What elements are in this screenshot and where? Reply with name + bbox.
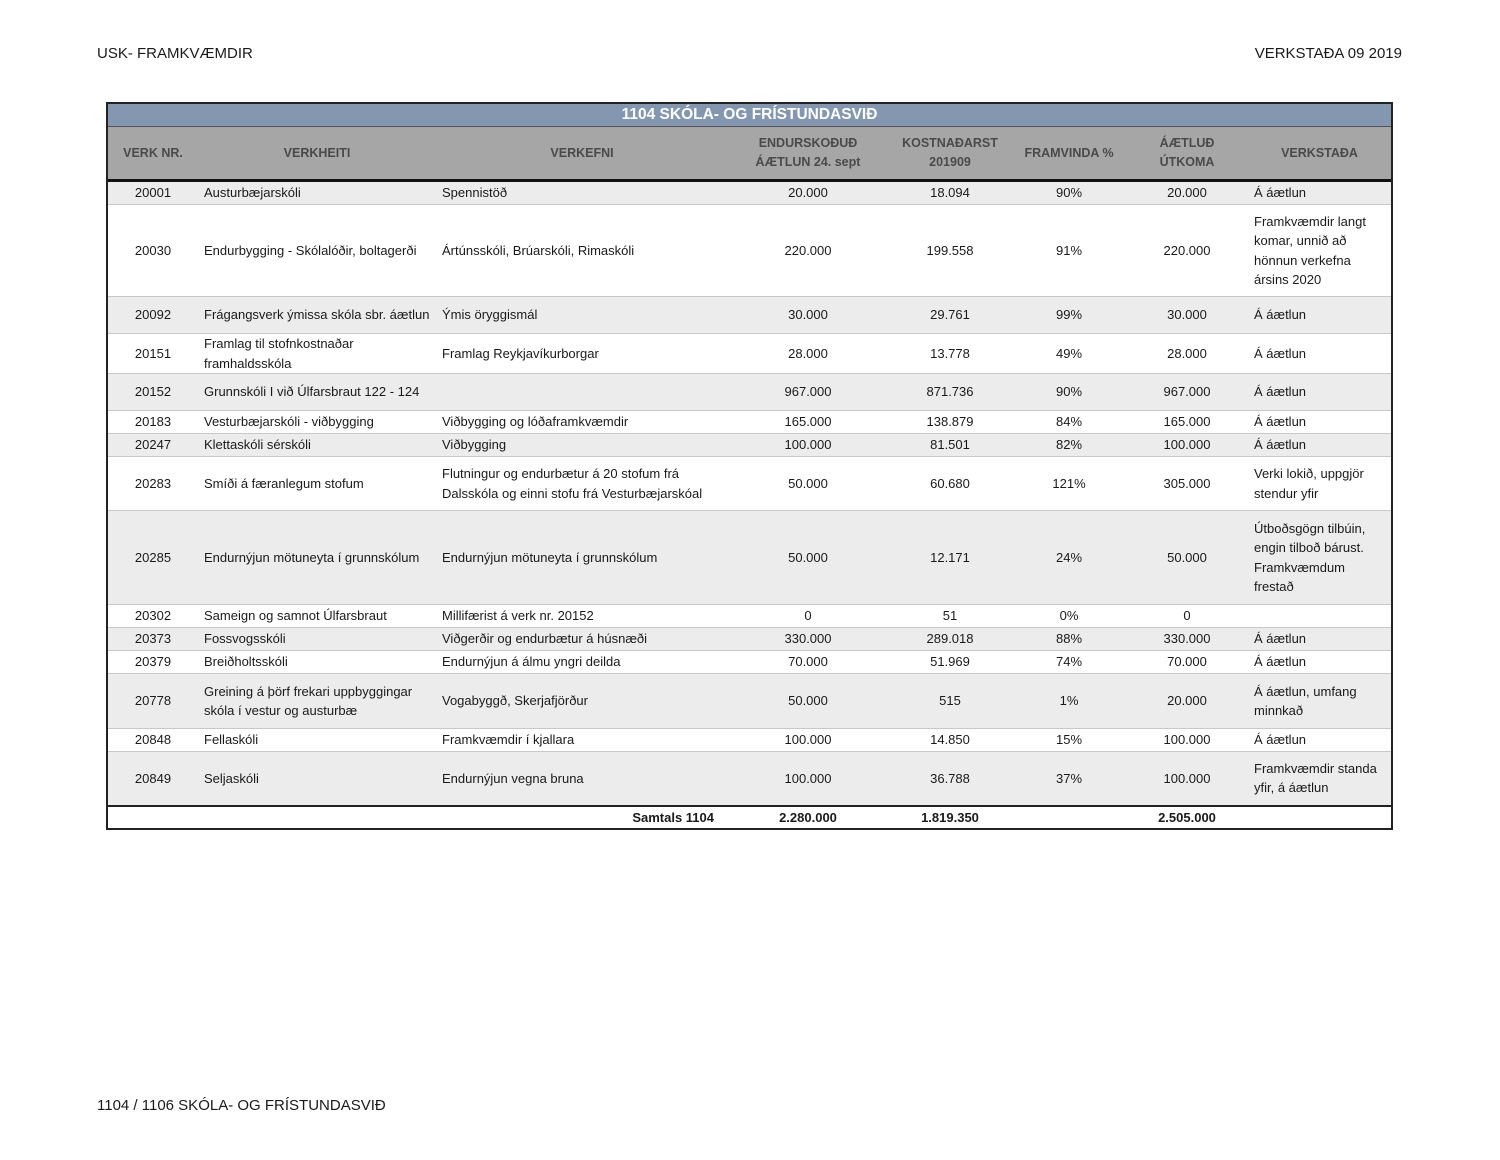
col-framvinda-header: FRAMVINDA % (1012, 127, 1126, 181)
col-verk-nr-header: VERK NR. (108, 127, 198, 181)
cell-verkefni: Endurnýjun vegna bruna (436, 752, 728, 806)
cell-aetlud: 330.000 (1126, 628, 1248, 651)
cell-kostnadarst: 12.171 (888, 511, 1012, 605)
cell-verkstada: Á áætlun (1248, 411, 1391, 434)
cell-verkstada: Á áætlun (1248, 434, 1391, 457)
cell-framvinda: 1% (1012, 674, 1126, 729)
cell-verkefni: Framlag Reykjavíkurborgar (436, 334, 728, 374)
cell-verkheiti: Greining á þörf frekari uppbyggingar skóla í vestur og austurbæ (198, 674, 436, 729)
cell-framvinda: 0% (1012, 605, 1126, 628)
cell-framvinda: 90% (1012, 374, 1126, 411)
cell-verkstada: Á áætlun (1248, 181, 1391, 205)
table-row (108, 181, 1391, 205)
cell-aetlud: 0 (1126, 605, 1248, 628)
cell-aetlud: 28.000 (1126, 334, 1248, 374)
cell-verk-nr: 20247 (108, 434, 198, 457)
cell-framvinda: 90% (1012, 181, 1126, 205)
cell-verkheiti: Endurbygging - Skólalóðir, boltagerði (198, 205, 436, 297)
cell-verk-nr: 20285 (108, 511, 198, 605)
cell-kostnadarst: 138.879 (888, 411, 1012, 434)
cell-aetlud: 220.000 (1126, 205, 1248, 297)
cell-framvinda: 49% (1012, 334, 1126, 374)
table-row (108, 628, 1391, 651)
cell-verkefni: Endurnýjun mötuneyta í grunnskólum (436, 511, 728, 605)
cell-endurskodud: 70.000 (728, 651, 888, 674)
cell-aetlud: 165.000 (1126, 411, 1248, 434)
total-row (108, 806, 1391, 828)
cell-verk-nr: 20092 (108, 297, 198, 334)
table-row (108, 651, 1391, 674)
cell-verk-nr: 20302 (108, 605, 198, 628)
cell-verkheiti: Austurbæjarskóli (198, 181, 436, 205)
cell-aetlud: 20.000 (1126, 181, 1248, 205)
cell-kostnadarst: 14.850 (888, 729, 1012, 752)
cell-endurskodud: 967.000 (728, 374, 888, 411)
cell-verk-nr: 20849 (108, 752, 198, 806)
col-aetlud-header: ÁÆTLUÐ ÚTKOMA (1126, 127, 1248, 181)
cell-verkheiti: Grunnskóli I við Úlfarsbraut 122 - 124 (198, 374, 436, 411)
cell-verkheiti: Fellaskóli (198, 729, 436, 752)
cell-kostnadarst: 199.558 (888, 205, 1012, 297)
cell-kostnadarst: 81.501 (888, 434, 1012, 457)
cell-verkstada: Á áætlun (1248, 651, 1391, 674)
col-endurskodud-header: ENDURSKOÐUÐ ÁÆTLUN 24. sept (728, 127, 888, 181)
cell-framvinda: 84% (1012, 411, 1126, 434)
projects-table (108, 104, 1391, 828)
cell-framvinda: 121% (1012, 457, 1126, 511)
cell-endurskodud: 28.000 (728, 334, 888, 374)
cell-verkstada: Framkvæmdir langt komar, unnið að hönnun verkefna ársins 2020 (1248, 205, 1391, 297)
cell-verkstada: Á áætlun (1248, 297, 1391, 334)
cell-kostnadarst: 51 (888, 605, 1012, 628)
cell-verkstada: Á áætlun (1248, 374, 1391, 411)
cell-verk-nr: 20030 (108, 205, 198, 297)
table-row (108, 457, 1391, 511)
cell-aetlud: 100.000 (1126, 752, 1248, 806)
cell-verkefni: Ýmis öryggismál (436, 297, 728, 334)
cell-verkstada: Útboðsgögn tilbúin, engin tilboð bárust. Framkvæmdum frestað (1248, 511, 1391, 605)
col-kostnadarst-header: KOSTNAÐARST 201909 (888, 127, 1012, 181)
cell-verkefni: Spennistöð (436, 181, 728, 205)
cell-verkstada: Verki lokið, uppgjör stendur yfir (1248, 457, 1391, 511)
cell-verkheiti: Endurnýjun mötuneyta í grunnskólum (198, 511, 436, 605)
cell-kostnadarst: 18.094 (888, 181, 1012, 205)
cell-kostnadarst: 29.761 (888, 297, 1012, 334)
table-row (108, 605, 1391, 628)
cell-verkefni: Viðgerðir og endurbætur á húsnæði (436, 628, 728, 651)
cell-verkstada (1248, 605, 1391, 628)
cell-verkefni (436, 374, 728, 411)
table-row (108, 752, 1391, 806)
cell-verkheiti: Klettaskóli sérskóli (198, 434, 436, 457)
header-left-title: USK- FRAMKVÆMDIR (97, 45, 253, 62)
cell-verk-nr: 20379 (108, 651, 198, 674)
cell-endurskodud: 100.000 (728, 434, 888, 457)
table-row (108, 374, 1391, 411)
table-row (108, 205, 1391, 297)
cell-aetlud: 100.000 (1126, 434, 1248, 457)
cell-aetlud: 100.000 (1126, 729, 1248, 752)
cell-verkstada: Á áætlun (1248, 628, 1391, 651)
cell-kostnadarst: 60.680 (888, 457, 1012, 511)
cell-framvinda: 88% (1012, 628, 1126, 651)
table-row (108, 511, 1391, 605)
cell-endurskodud: 165.000 (728, 411, 888, 434)
cell-verkefni: Vogabyggð, Skerjafjörður (436, 674, 728, 729)
cell-aetlud: 70.000 (1126, 651, 1248, 674)
cell-verkheiti: Fossvogsskóli (198, 628, 436, 651)
cell-verk-nr: 20183 (108, 411, 198, 434)
cell-verk-nr: 20152 (108, 374, 198, 411)
total-label: Samtals 1104 (108, 806, 728, 828)
total-aetlud: 2.505.000 (1126, 806, 1248, 828)
col-verkstada-header: VERKSTAÐA (1248, 127, 1391, 181)
cell-verkefni: Ártúnsskóli, Brúarskóli, Rimaskóli (436, 205, 728, 297)
cell-verkstada: Á áætlun, umfang minnkað (1248, 674, 1391, 729)
cell-verkefni: Endurnýjun á álmu yngri deilda (436, 651, 728, 674)
cell-verkheiti: Smíði á færanlegum stofum (198, 457, 436, 511)
cell-aetlud: 20.000 (1126, 674, 1248, 729)
total-kostnadarst: 1.819.350 (888, 806, 1012, 828)
cell-kostnadarst: 36.788 (888, 752, 1012, 806)
header-right-title: VERKSTAÐA 09 2019 (1254, 45, 1402, 62)
cell-verkheiti: Breiðholtsskóli (198, 651, 436, 674)
cell-verkheiti: Seljaskóli (198, 752, 436, 806)
table-row (108, 434, 1391, 457)
cell-verkefni: Flutningur og endurbætur á 20 stofum frá Dalsskóla og einni stofu frá Vesturbæjarskóal (436, 457, 728, 511)
cell-verkefni: Framkvæmdir í kjallara (436, 729, 728, 752)
cell-kostnadarst: 289.018 (888, 628, 1012, 651)
cell-endurskodud: 220.000 (728, 205, 888, 297)
col-verkheiti-header: VERKHEITI (198, 127, 436, 181)
cell-verk-nr: 20848 (108, 729, 198, 752)
table-row (108, 297, 1391, 334)
footer-text: 1104 / 1106 SKÓLA- OG FRÍSTUNDASVIÐ (97, 1097, 386, 1114)
cell-framvinda: 82% (1012, 434, 1126, 457)
cell-endurskodud: 330.000 (728, 628, 888, 651)
cell-verk-nr: 20373 (108, 628, 198, 651)
projects-table-container (106, 102, 1393, 830)
cell-verkstada: Framkvæmdir standa yfir, á áætlun (1248, 752, 1391, 806)
cell-framvinda: 74% (1012, 651, 1126, 674)
cell-verk-nr: 20778 (108, 674, 198, 729)
total-empty (1248, 806, 1391, 828)
cell-verkheiti: Sameign og samnot Úlfarsbraut (198, 605, 436, 628)
cell-framvinda: 91% (1012, 205, 1126, 297)
cell-endurskodud: 50.000 (728, 511, 888, 605)
cell-verk-nr: 20001 (108, 181, 198, 205)
table-row (108, 334, 1391, 374)
cell-verk-nr: 20151 (108, 334, 198, 374)
cell-endurskodud: 50.000 (728, 457, 888, 511)
cell-endurskodud: 20.000 (728, 181, 888, 205)
cell-framvinda: 15% (1012, 729, 1126, 752)
cell-verkefni: Viðbygging og lóðaframkvæmdir (436, 411, 728, 434)
cell-framvinda: 37% (1012, 752, 1126, 806)
cell-verkheiti: Framlag til stofnkostnaðar framhaldsskóla (198, 334, 436, 374)
cell-aetlud: 50.000 (1126, 511, 1248, 605)
cell-endurskodud: 30.000 (728, 297, 888, 334)
cell-verkefni: Millifærist á verk nr. 20152 (436, 605, 728, 628)
cell-aetlud: 30.000 (1126, 297, 1248, 334)
cell-framvinda: 99% (1012, 297, 1126, 334)
cell-endurskodud: 100.000 (728, 752, 888, 806)
cell-kostnadarst: 13.778 (888, 334, 1012, 374)
total-endurskodud: 2.280.000 (728, 806, 888, 828)
cell-kostnadarst: 51.969 (888, 651, 1012, 674)
cell-endurskodud: 0 (728, 605, 888, 628)
cell-verkstada: Á áætlun (1248, 334, 1391, 374)
table-row (108, 729, 1391, 752)
cell-aetlud: 967.000 (1126, 374, 1248, 411)
cell-verkheiti: Frágangsverk ýmissa skóla sbr. áætlun (198, 297, 436, 334)
cell-endurskodud: 100.000 (728, 729, 888, 752)
cell-aetlud: 305.000 (1126, 457, 1248, 511)
cell-verk-nr: 20283 (108, 457, 198, 511)
table-row (108, 411, 1391, 434)
cell-verkheiti: Vesturbæjarskóli - viðbygging (198, 411, 436, 434)
cell-kostnadarst: 871.736 (888, 374, 1012, 411)
cell-endurskodud: 50.000 (728, 674, 888, 729)
total-empty (1012, 806, 1126, 828)
cell-verkstada: Á áætlun (1248, 729, 1391, 752)
table-title: 1104 SKÓLA- OG FRÍSTUNDASVIÐ (108, 104, 1391, 127)
cell-kostnadarst: 515 (888, 674, 1012, 729)
table-row (108, 674, 1391, 729)
cell-framvinda: 24% (1012, 511, 1126, 605)
cell-verkefni: Viðbygging (436, 434, 728, 457)
col-verkefni-header: VERKEFNI (436, 127, 728, 181)
